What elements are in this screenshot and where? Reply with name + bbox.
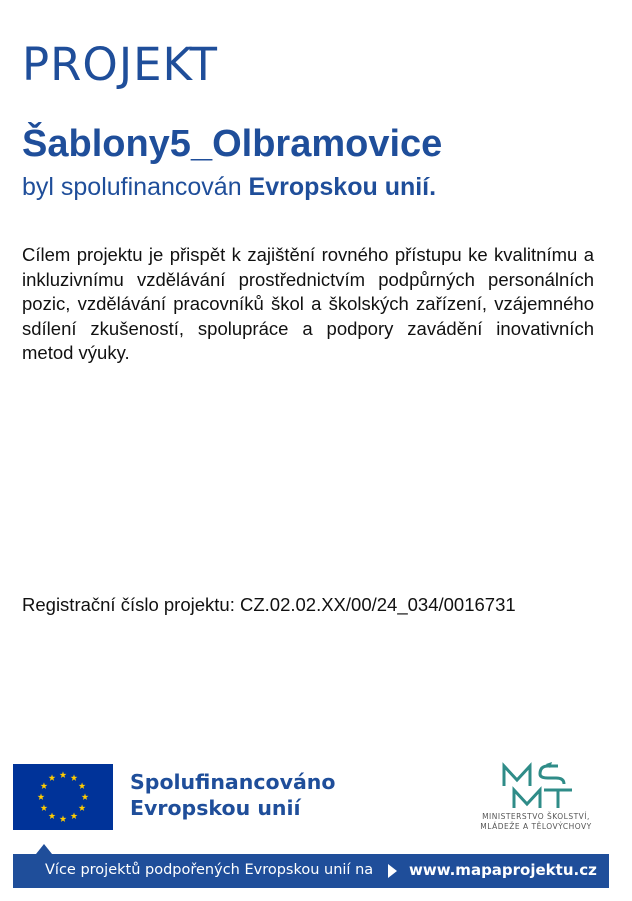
registration-number: Registrační číslo projektu: CZ.02.02.XX/00/24_034/0016731 [22,594,516,615]
eu-stars [13,764,113,830]
eu-star [82,793,89,800]
msmt-logo-icon [500,762,576,810]
eu-star [41,804,48,811]
eu-star [60,815,67,822]
arrow-right-icon [388,864,397,878]
cofinanced-emphasis: Evropskou unií. [248,173,437,201]
eu-star [49,774,56,781]
eu-star [71,774,78,781]
eu-logo-line1: Spolufinancováno [130,770,336,794]
eu-logo-line2: Evropskou unií [130,796,301,820]
msmt-caption [466,812,606,832]
eu-star [49,812,56,819]
eu-star [60,771,67,778]
eu-star [41,782,48,789]
footer-link[interactable]: www.mapaprojektu.cz [409,861,597,879]
msmt-caption-line1: MINISTERSTVO ŠKOLSTVÍ, [482,812,590,821]
eu-star [38,793,45,800]
project-description: Cílem projektu je přispět k zajištění rovného přístupu ke kvalitnímu a inkluzivnímu vzdělávání prostřednictvím podpůrných personálních pozic, vzdělávání pracovníků škol a školských zařízení, vzájemného sdílení zkušeností, spolupráce a podpory zavádění inovativních metod výuky. [22,244,594,364]
eu-flag-icon [13,764,113,830]
footer-notch [36,844,52,854]
page-heading: PROJEKT [22,38,219,91]
cofinanced-line [22,173,436,202]
eu-star [79,804,86,811]
footer-bar [13,854,609,888]
eu-star [71,812,78,819]
msmt-caption-line2: MLÁDEŽE A TĚLOVÝCHOVY [480,822,592,831]
project-name: Šablony5_Olbramovice [22,123,443,165]
eu-logo-text [130,769,335,821]
eu-star [79,782,86,789]
cofinanced-prefix: byl spolufinancován [22,173,249,201]
footer-text: Více projektů podpořených Evropskou unií na [45,862,374,878]
